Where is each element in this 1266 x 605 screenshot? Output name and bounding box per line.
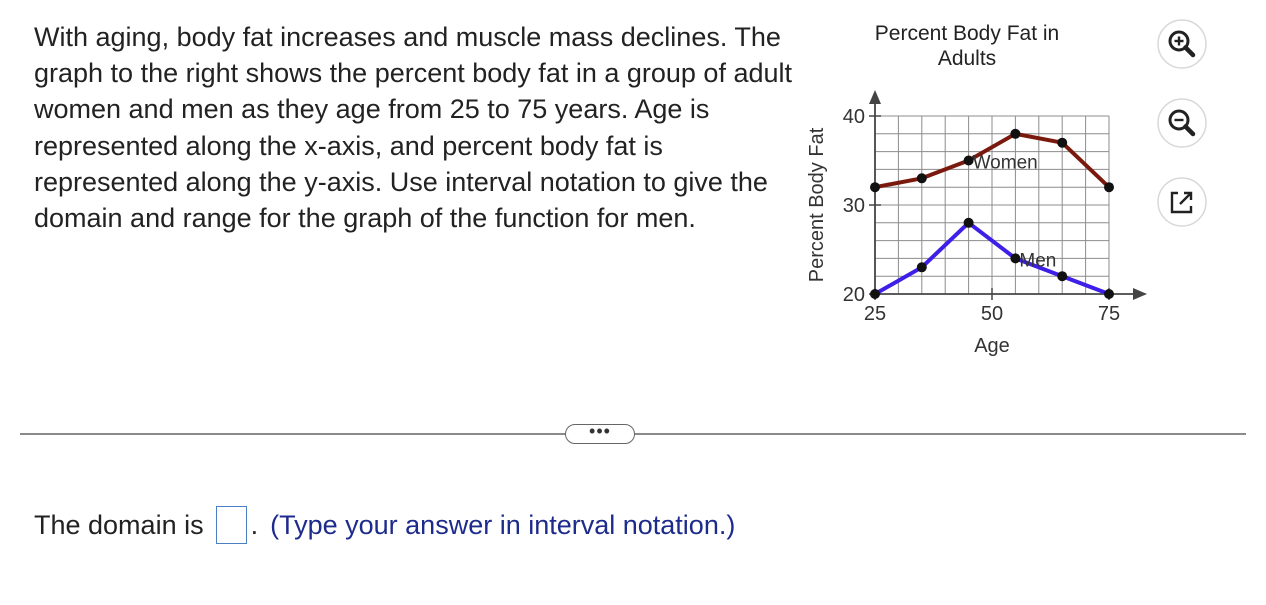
y-tick-label: 20 xyxy=(842,284,865,306)
chart-labels xyxy=(806,106,1120,357)
zoom-in-icon xyxy=(1156,18,1208,70)
x-tick-label: 50 xyxy=(980,303,1004,325)
y-axis-arrow xyxy=(869,90,881,104)
more-options-button[interactable]: ••• xyxy=(565,424,635,444)
x-axis-label: Age xyxy=(974,335,1010,357)
answer-hint: (Type your answer in interval notation.) xyxy=(270,510,736,540)
y-tick-label: 40 xyxy=(842,106,865,128)
x-axis-arrow xyxy=(1133,288,1147,300)
chart-title-line-1: Percent Body Fat in xyxy=(874,22,1060,45)
chart-title-line-2: Adults xyxy=(937,47,997,70)
chart-grid xyxy=(875,116,1109,294)
data-point-men xyxy=(917,262,927,272)
series-label-men: Men xyxy=(1019,250,1057,272)
zoom-in-button[interactable] xyxy=(1156,18,1208,70)
answer-suffix: . xyxy=(250,510,259,540)
x-tick-label: 25 xyxy=(863,303,887,325)
zoom-out-icon xyxy=(1156,97,1208,149)
data-point-women xyxy=(870,182,880,192)
y-axis-label: Percent Body Fat xyxy=(806,127,828,283)
chart-axes xyxy=(869,90,1147,300)
answer-line xyxy=(34,506,735,544)
x-tick-label: 75 xyxy=(1097,303,1121,325)
data-point-men xyxy=(1057,271,1067,281)
zoom-out-button[interactable] xyxy=(1156,97,1208,149)
data-point-women xyxy=(917,173,927,183)
popout-icon xyxy=(1156,176,1208,228)
data-point-women xyxy=(1010,129,1020,139)
data-point-men xyxy=(870,289,880,299)
answer-prefix: The domain is xyxy=(34,510,204,540)
popout-button[interactable] xyxy=(1156,176,1208,228)
domain-answer-input[interactable] xyxy=(216,506,247,544)
data-point-women xyxy=(1104,182,1114,192)
data-point-men xyxy=(1104,289,1114,299)
y-tick-label: 30 xyxy=(842,195,865,217)
chart-svg xyxy=(795,12,1155,367)
body-fat-chart xyxy=(795,12,1155,367)
series-label-women: Women xyxy=(972,152,1038,174)
data-point-men xyxy=(964,218,974,228)
data-point-women xyxy=(1057,138,1067,148)
question-text: With aging, body fat increases and muscle mass declines. The graph to the right shows the percent body fat in a group of adult women and men as they age from 25 to 75 years. Age is represented along the x-axis, and percent body fat is represented along the y-axis. Use interval notation to give the domain and range for the graph of the function for men. xyxy=(34,22,792,234)
